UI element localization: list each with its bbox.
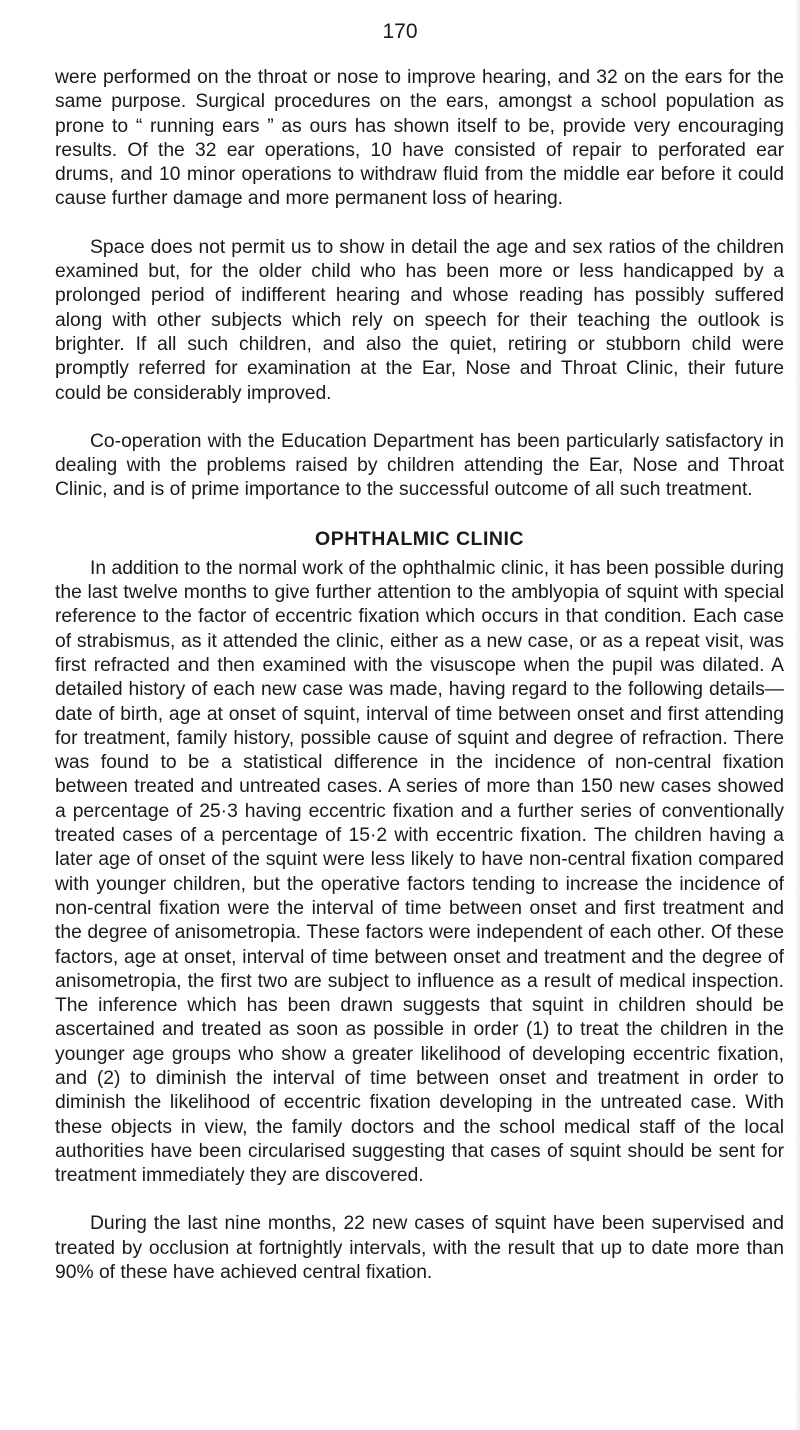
paragraph-ent-operations: were performed on the throat or nose to improve hearing, and 32 on the ears for the same purpose. Surgical procedures on the ears, amongst a school population as prone to “ running ears ” as ours has shown itself to be, provide very encouraging results. Of the 32 ear operations, 10 have consisted of repair to perforated ear drums, and 10 minor operations to withdraw fluid from the middle ear before it could cause further damage and more permanent loss of hearing. [55,67,784,210]
page-number: 170 [382,20,418,43]
page-edge-shadow [794,0,800,1430]
paragraph-older-children: Space does not permit us to show in detail the age and sex ratios of the children examined but, for the older child who has been more or less handicapped by a prolonged period of indifferent hearing and whose reading has possibly suffered along with other subjects which rely on speech for their teaching the outlook is brighter. If all such children, and also the quiet, retiring or stubborn child were promptly referred for examination at the Ear, Nose and Throat Clinic, their future could be considerably improved. [55,236,784,404]
section-heading-ophthalmic-clinic: OPHTHALMIC CLINIC [315,527,524,550]
paragraph-education-cooperation: Co-operation with the Education Department has been particularly satisfactory in dealing with the problems raised by children attending the Ear, Nose and Throat Clinic, and is of prime importance to the successful outcome of all such treatment. [55,430,784,501]
paragraph-eccentric-fixation: In addition to the normal work of the ophthalmic clinic, it has been possible during the last twelve months to give further attention to the amblyopia of squint with special reference to the factor of eccentric fixation which occurs in that condition. Each case of strabismus, as it attended the clinic, either as a new case, or as a repeat visit, was first refracted and then examined with the visuscope when the pupil was dilated. A detailed history of each new case was made, having regard to the following details—date of birth, age at onset of squint, interval of time between onset and first attending for treatment, family history, possible cause of squint and degree of refraction. There was found to be a statistical difference in the incidence of non-central fixation between treated and untreated cases. A series of more than 150 new cases showed a percentage of 25·3 having eccentric fixation and a further series of conventionally treated cases of a percentage of 15·2 with eccentric fixation. The children having a later age of onset of the squint were less likely to have non-central fixation compared with younger children, but the operative factors tending to increase the incidence of non-central fixation were the interval of time between onset and first treatment and the degree of anisometropia. These factors were independent of each other. Of these factors, age at onset, interval of time between onset and treatment and the degree of anisometropia, the first two are subject to influence as a result of medical inspection. The inference which has been drawn suggests that squint in children should be ascertained and treated as soon as possible in order (1) to treat the children in the younger age groups who show a greater likelihood of developing eccentric fixation, and (2) to diminish the interval of time between onset and treatment in order to diminish the likelihood of eccentric fixation developing in the untreated case. With these objects in view, the family doctors and the school medical staff of the local authorities have been circularised suggesting that cases of squint should be sent for treatment immediately they are discovered. [55,557,784,1187]
page-body [55,66,784,1285]
paragraph-occlusion-results: During the last nine months, 22 new cases of squint have been supervised and treated by occlusion at fortnightly intervals, with the result that up to date more than 90% of these have achieved central fixation. [55,1213,784,1284]
